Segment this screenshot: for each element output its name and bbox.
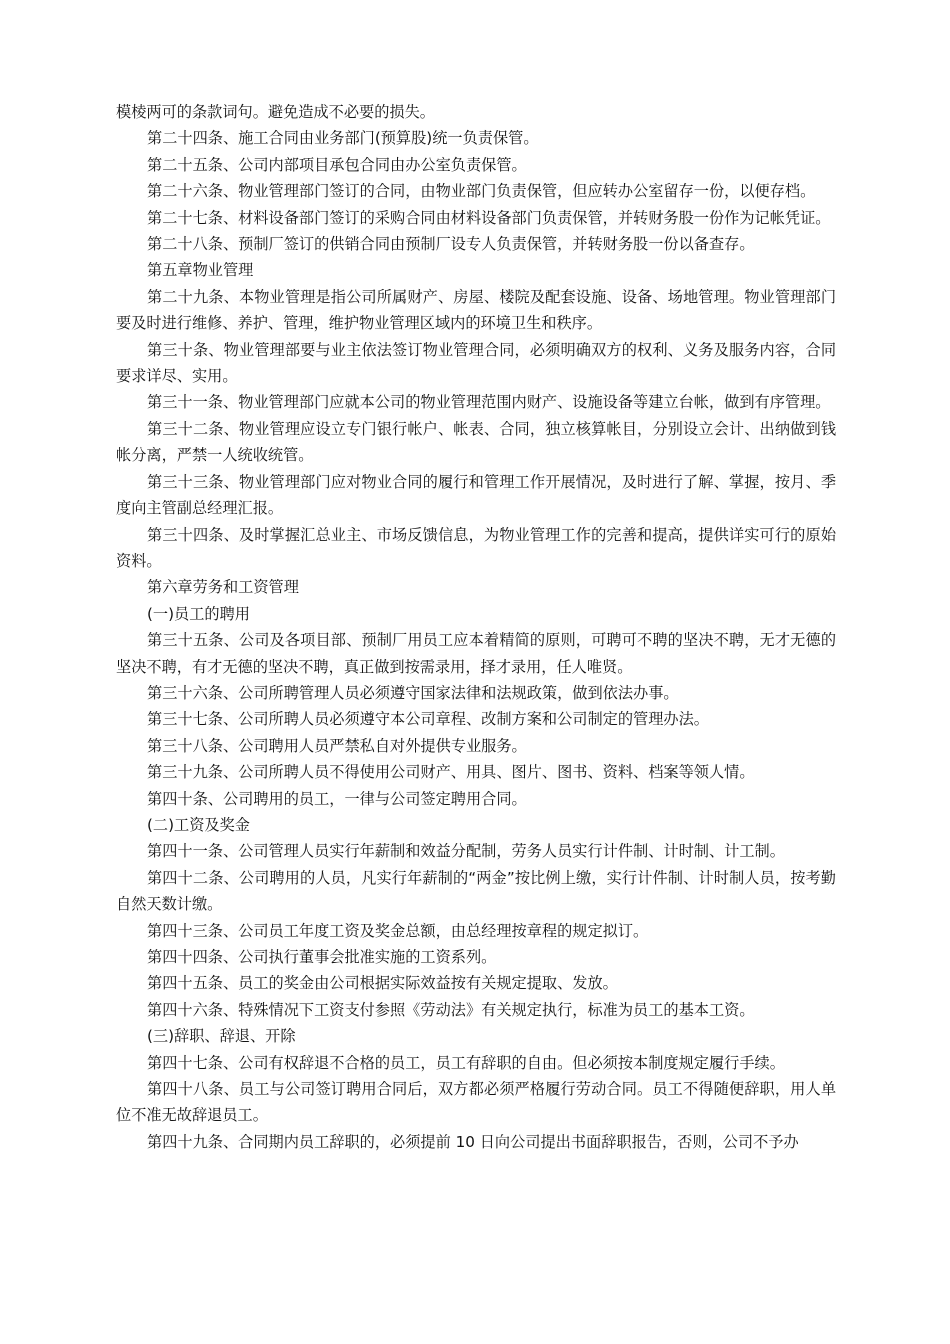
article-43: 第四十三条、公司员工年度工资及奖金总额，由总经理按章程的规定拟订。 bbox=[147, 921, 649, 940]
article-45: 第四十五条、员工的奖金由公司根据实际效益按有关规定提取、发放。 bbox=[147, 974, 618, 993]
article-47: 第四十七条、公司有权辞退不合格的员工，员工有辞职的自由。但必须按本制度规定履行手续。 bbox=[147, 1053, 785, 1072]
article-41: 第四十一条、公司管理人员实行年薪制和效益分配制，劳务人员实行计件制、计时制、计工制。 bbox=[147, 842, 785, 861]
chapter-5-heading: 第五章物业管理 bbox=[147, 261, 254, 280]
article-26: 第二十六条、物业管理部门签订的合同，由物业部门负责保管，但应转办公室留存一份，以便存档。 bbox=[147, 182, 816, 201]
document-body bbox=[116, 99, 836, 1155]
article-36: 第三十六条、公司所聘管理人员必须遵守国家法律和法规政策，做到依法办事。 bbox=[147, 683, 679, 702]
section-2-heading: (二)工资及奖金 bbox=[147, 815, 250, 834]
chapter-6-heading: 第六章劳务和工资管理 bbox=[147, 578, 299, 597]
article-40: 第四十条、公司聘用的员工，一律与公司签定聘用合同。 bbox=[147, 789, 527, 808]
article-42: 第四十二条、公司聘用的人员，凡实行年薪制的“两金”按比例上缴，实行计件制、计时制人员，按考勤自然天数计缴。 bbox=[116, 868, 836, 914]
article-28: 第二十八条、预制厂签订的供销合同由预制厂设专人负责保管，并转财务股一份以备查存。 bbox=[147, 235, 755, 254]
article-30: 第三十条、物业管理部要与业主依法签订物业管理合同，必须明确双方的权利、义务及服务内容，合同要求详尽、实用。 bbox=[116, 340, 836, 386]
article-49: 第四十九条、合同期内员工辞职的，必须提前 10 日向公司提出书面辞职报告，否则，公司不予办 bbox=[147, 1132, 799, 1151]
article-37: 第三十七条、公司所聘人员必须遵守本公司章程、改制方案和公司制定的管理办法。 bbox=[147, 710, 709, 729]
article-29: 第二十九条、本物业管理是指公司所属财产、房屋、楼院及配套设施、设备、场地管理。物业管理部门要及时进行维修、养护、管理，维护物业管理区域内的环境卫生和秩序。 bbox=[116, 287, 836, 333]
article-25: 第二十五条、公司内部项目承包合同由办公室负责保管。 bbox=[147, 155, 527, 174]
section-3-heading: (三)辞职、辞退、开除 bbox=[147, 1027, 296, 1046]
article-31: 第三十一条、物业管理部门应就本公司的物业管理范围内财产、设施设备等建立台帐，做到有序管理。 bbox=[147, 393, 831, 412]
section-1-heading: (一)员工的聘用 bbox=[147, 604, 250, 623]
paragraph-continuation: 模棱两可的条款词句。避免造成不必要的损失。 bbox=[116, 103, 435, 121]
article-33: 第三十三条、物业管理部门应对物业合同的履行和管理工作开展情况，及时进行了解、掌握，按月、季度向主管副总经理汇报。 bbox=[116, 472, 836, 518]
article-48: 第四十八条、员工与公司签订聘用合同后，双方都必须严格履行劳动合同。员工不得随便辞职，用人单位不准无故辞退员工。 bbox=[116, 1080, 836, 1125]
article-46: 第四十六条、特殊情况下工资支付参照《劳动法》有关规定执行，标准为员工的基本工资。 bbox=[147, 1000, 755, 1019]
article-27: 第二十七条、材料设备部门签订的采购合同由材料设备部门负责保管，并转财务股一份作为记帐凭证。 bbox=[147, 208, 831, 227]
article-39: 第三十九条、公司所聘人员不得使用公司财产、用具、图片、图书、资料、档案等领人情。 bbox=[147, 763, 755, 782]
article-35: 第三十五条、公司及各项目部、预制厂用员工应本着精简的原则，可聘可不聘的坚决不聘，无才无德的坚决不聘，有才无德的坚决不聘，真正做到按需录用，择才录用，任人唯贤。 bbox=[116, 631, 836, 676]
article-24: 第二十四条、施工合同由业务部门(预算股)统一负责保管。 bbox=[147, 129, 539, 148]
article-32: 第三十二条、物业管理应设立专门银行帐户、帐表、合同，独立核算帐目，分别设立会计、出纳做到钱帐分离，严禁一人统收统管。 bbox=[116, 419, 836, 465]
article-38: 第三十八条、公司聘用人员严禁私自对外提供专业服务。 bbox=[147, 736, 527, 755]
article-44: 第四十四条、公司执行董事会批准实施的工资系列。 bbox=[147, 948, 497, 966]
article-34: 第三十四条、及时掌握汇总业主、市场反馈信息，为物业管理工作的完善和提高，提供详实可行的原始资料。 bbox=[116, 525, 836, 570]
